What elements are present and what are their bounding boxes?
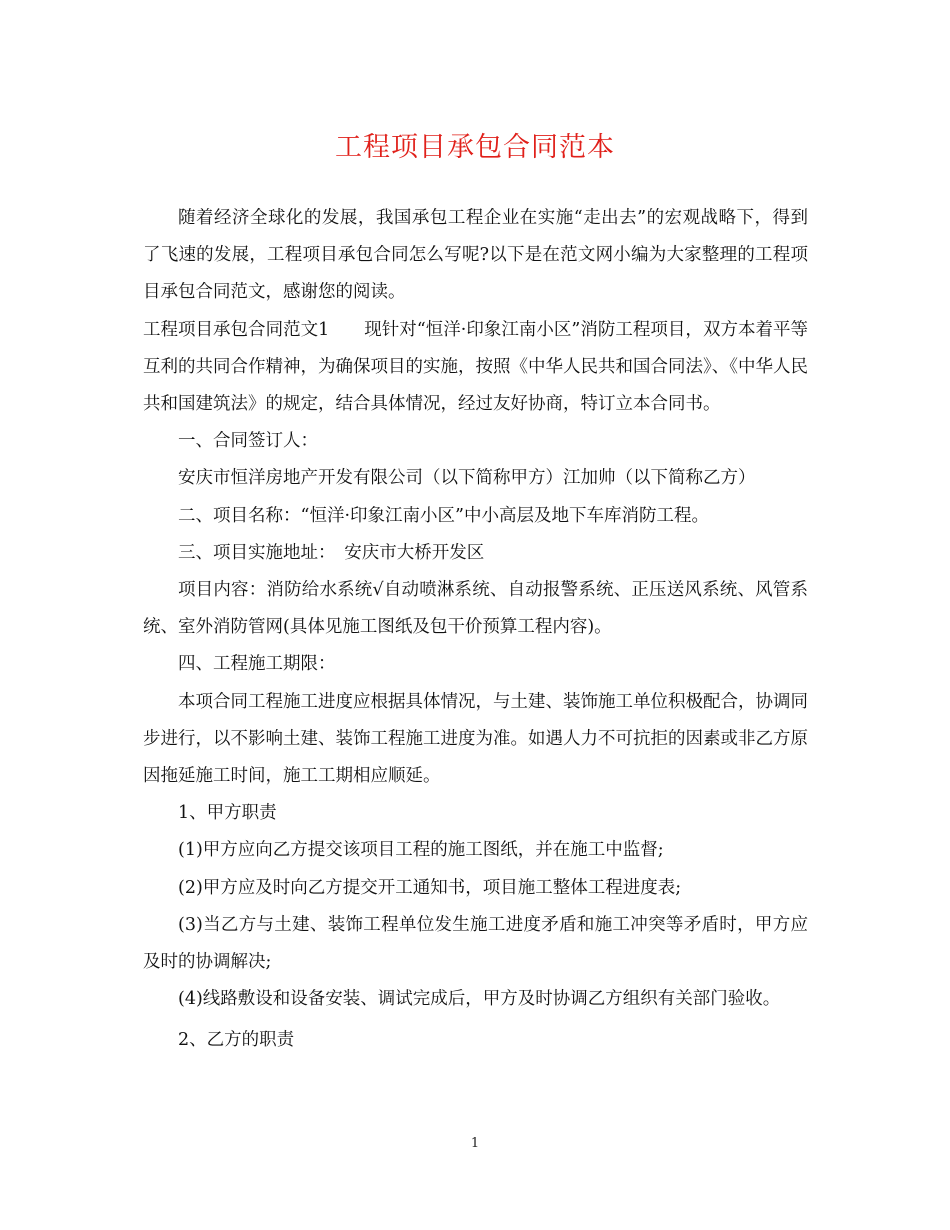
section-party-a-duties: 1、甲方职责 bbox=[178, 803, 277, 824]
list-item-party-a-3: (3)当乙方与土建、装饰工程单位发生施工进度矛盾和施工冲突等矛盾时，甲方应及时的协调解决; bbox=[143, 914, 808, 973]
paragraph-sample-1: 工程项目承包合同范文1 现针对“恒洋·印象江南小区”消防工程项目，双方本着平等互利的共同合作精神，为确保项目的实施，按照《中华人民共和国合同法》、《中华人民共和国建筑法》的规定，结合具体情况，经过友好协商，特订立本合同书。 bbox=[143, 319, 808, 415]
section-project-name: 二、项目名称：“恒洋·印象江南小区”中小高层及地下车库消防工程。 bbox=[178, 505, 709, 526]
list-item-party-a-2: (2)甲方应及时向乙方提交开工通知书，项目施工整体工程进度表; bbox=[178, 877, 682, 898]
section-contract-parties: 一、合同签订人： bbox=[178, 431, 318, 452]
paragraph-project-content: 项目内容：消防给水系统√自动喷淋系统、自动报警系统、正压送风系统、风管系统、室外消防管网(具体见施工图纸及包干价预算工程内容)。 bbox=[143, 580, 808, 638]
paragraph-construction-period: 本项合同工程施工进度应根据具体情况，与土建、装饰施工单位积极配合，协调同步进行，以不影响土建、装饰工程施工进度为准。如遇人力不可抗拒的因素或非乙方原因拖延施工时间，施工工期相应顺延。 bbox=[143, 691, 808, 787]
paragraph-intro: 随着经济全球化的发展，我国承包工程企业在实施“走出去”的宏观战略下，得到了飞速的发展，工程项目承包合同怎么写呢?以下是在范文网小编为大家整理的工程项目承包合同范文，感谢您的阅读。 bbox=[143, 208, 808, 303]
section-party-b-duties: 2、乙方的职责 bbox=[178, 1030, 295, 1051]
list-item-party-a-4: (4)线路敷设和设备安装、调试完成后，甲方及时协调乙方组织有关部门验收。 bbox=[178, 989, 781, 1010]
document-body bbox=[143, 200, 808, 1060]
section-construction-period: 四、工程施工期限： bbox=[178, 654, 336, 675]
document-title: 工程项目承包合同范本 bbox=[335, 132, 615, 163]
section-project-address: 三、项目实施地址： 安庆市大桥开发区 bbox=[178, 542, 485, 563]
paragraph-parties: 安庆市恒洋房地产开发有限公司（以下简称甲方）江加帅（以下简称乙方） bbox=[178, 468, 756, 489]
page-number: 1 bbox=[470, 1136, 480, 1151]
list-item-party-a-1: (1)甲方应向乙方提交该项目工程的施工图纸，并在施工中监督; bbox=[178, 840, 664, 861]
